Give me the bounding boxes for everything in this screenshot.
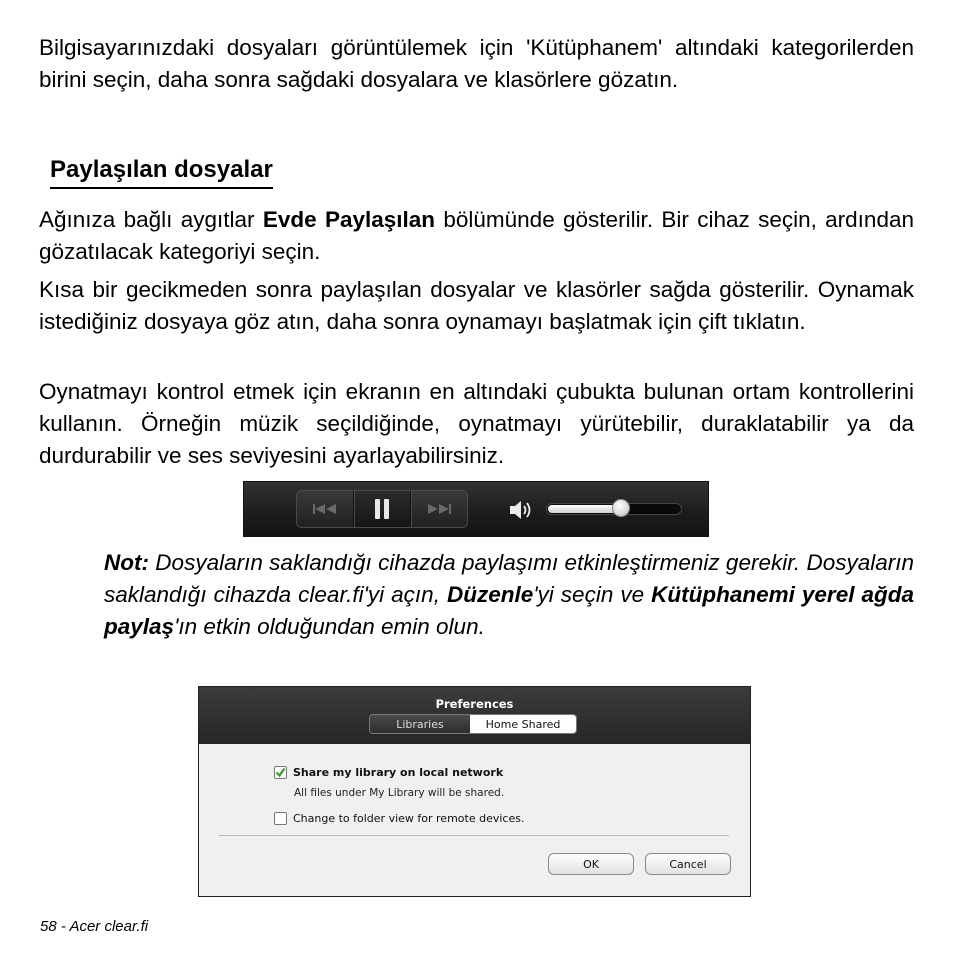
intro-paragraph: Bilgisayarınızdaki dosyaları görüntülemek için 'Kütüphanem' altındaki kategorilerden birini seçin, daha sonra sağdaki dosyalara ve klasörlere gözatın. [39,35,914,92]
volume-slider-handle[interactable] [612,499,630,517]
share-library-label: Share my library on local network [293,766,504,779]
text-run: Ağınıza bağlı aygıtlar [39,207,263,232]
dialog-header [199,687,750,744]
dialog-title: Preferences [435,697,514,711]
bold-term: Evde Paylaşılan [262,207,436,232]
tab-home-shared[interactable]: Home Shared [470,715,576,733]
bold-term: Kütüphanemi yerel ağda paylaş [104,582,914,639]
cancel-button[interactable]: Cancel [645,853,731,875]
share-library-checkbox[interactable] [274,766,287,779]
dialog-tab-bar [369,714,577,734]
checkmark-icon [275,767,286,778]
pause-icon [374,498,390,520]
paragraph-home-shared [39,204,914,268]
paragraph-media-controls: Oynatmayı kontrol etmek için ekranın en altındaki çubukta bulunan ortam kontrollerini kullanın. Örneğin müzik seçildiğinde, oynatmayı yürütebilir, duraklatabilir ya da durdurabilir ve ses seviyesini ayarlayabilirsiniz. [39,379,914,468]
share-library-description: All files under My Library will be shared. [294,787,505,799]
playback-button-group [296,490,468,528]
folder-view-label: Change to folder view for remote devices. [293,812,525,825]
ok-button[interactable]: OK [548,853,634,875]
folder-view-option [274,812,524,825]
next-icon [426,503,452,515]
text-run: 'yi seçin ve [533,582,652,607]
preferences-dialog [198,686,751,897]
bold-term: Düzenle [446,582,534,607]
text-run: bölümünde gösterilir. Bir cihaz seçin, ardından gözatılacak kategoriyi seçin. [39,207,914,264]
volume-icon[interactable] [508,499,536,521]
page-footer: 58 - Acer clear.fi [40,918,149,935]
note-label: Not: [104,550,149,575]
text-run: 'ın etkin olduğundan emin olun. [174,614,485,639]
note-paragraph [104,547,914,643]
folder-view-checkbox[interactable] [274,812,287,825]
paragraph-shared-files: Kısa bir gecikmeden sonra paylaşılan dosyalar ve klasörler sağda gösterilir. Oynamak istediğiniz dosyaya göz atın, daha sonra oynamayı başlatmak için çift tıklatın. [39,277,914,334]
share-library-option [274,766,503,779]
tab-libraries[interactable]: Libraries [370,715,470,733]
section-heading: Paylaşılan dosyalar [50,154,273,189]
previous-button[interactable] [297,491,353,527]
pause-button[interactable] [353,491,410,527]
text-run: Dosyaların saklandığı cihazda paylaşımı etkinleştirmeniz gerekir. Dosyaların saklandığı cihazda clear.fi'yi açın, [104,550,914,607]
next-button[interactable] [410,491,467,527]
previous-icon [312,503,338,515]
media-control-bar [243,481,709,537]
volume-slider-fill [548,505,622,513]
dialog-divider [219,835,729,836]
